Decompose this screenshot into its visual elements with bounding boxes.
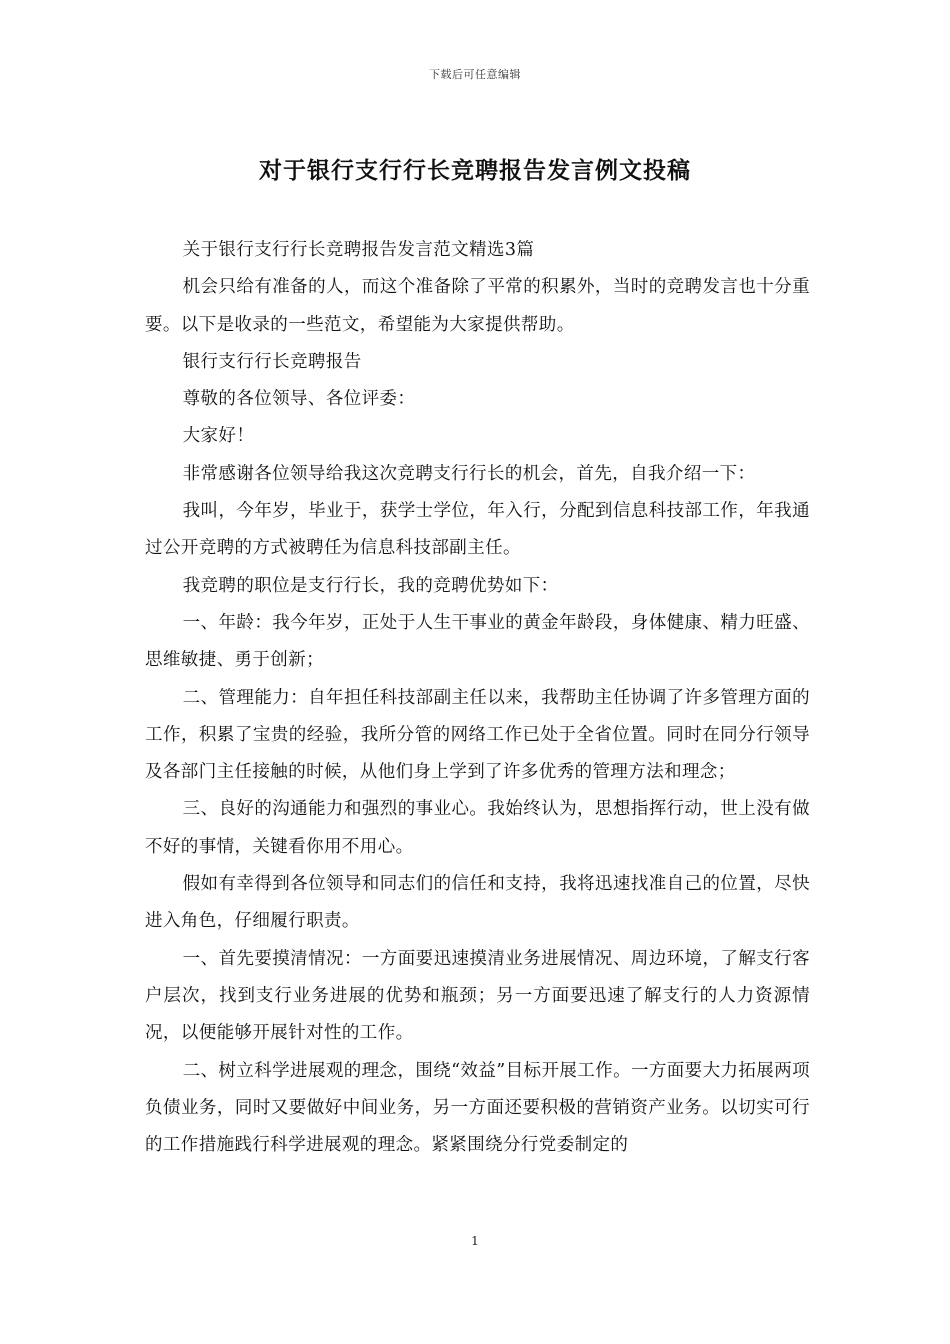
paragraph: 二、树立科学进展观的理念，围绕“效益”目标开展工作。一方面要大力拓展两项负债业务，同时又要做好中间业务，另一方面还要积极的营销资产业务。以切实可行的工作措施践行科学进展观的理念。紧紧围绕分行党委制定的	[145, 1060, 810, 1156]
page-number: 1	[471, 1234, 479, 1248]
paragraph: 我叫，今年岁，毕业于，获学士学位，年入行，分配到信息科技部工作，年我通过公开竞聘的方式被聘任为信息科技部副主任。	[145, 501, 810, 559]
document-body	[145, 232, 810, 1164]
paragraph-salutation: 尊敬的各位领导、各位评委：	[182, 389, 416, 410]
paragraph: 一、首先要摸清情况：一方面要迅速摸清业务进展情况、周边环境，了解支行客户层次，找到支行业务进展的优势和瓶颈；另一方面要迅速了解支行的人力资源情况，以便能够开展针对性的工作。	[145, 948, 810, 1044]
paragraph: 一、年龄：我今年岁，正处于人生干事业的黄金年龄段，身体健康、精力旺盛、思维敏捷、勇于创新；	[145, 612, 810, 671]
paragraph: 机会只给有准备的人，而这个准备除了平常的积累外，当时的竞聘发言也十分重要。以下是收录的一些范文，希望能为大家提供帮助。	[145, 277, 810, 335]
header-note: 下载后可任意编辑	[429, 68, 521, 81]
paragraph: 三、良好的沟通能力和强烈的事业心。我始终认为，思想指挥行动，世上没有做不好的事情，关键看你用不用心。	[145, 799, 810, 857]
paragraph: 假如有幸得到各位领导和同志们的信任和支持，我将迅速找准自己的位置，尽快进入角色，仔细履行职责。	[145, 874, 810, 932]
paragraph-greeting: 大家好！	[182, 426, 255, 447]
paragraph: 二、管理能力：自年担任科技部副主任以来，我帮助主任协调了许多管理方面的工作，积累了宝贵的经验，我所分管的网络工作已处于全省位置。同时在同分行领导及各部门主任接触的时候，从他们身上学到了许多优秀的管理方法和理念；	[145, 687, 810, 783]
paragraph: 非常感谢各位领导给我这次竞聘支行行长的机会，首先，自我介绍一下：	[182, 463, 756, 484]
document-title: 对于银行支行行长竞聘报告发言例文投稿	[259, 157, 691, 184]
paragraph: 我竞聘的职位是支行行长，我的竞聘优势如下：	[182, 575, 559, 596]
paragraph-subtitle: 关于银行支行行长竞聘报告发言范文精选3篇	[182, 240, 535, 260]
paragraph-heading: 银行支行行长竞聘报告	[182, 351, 362, 372]
